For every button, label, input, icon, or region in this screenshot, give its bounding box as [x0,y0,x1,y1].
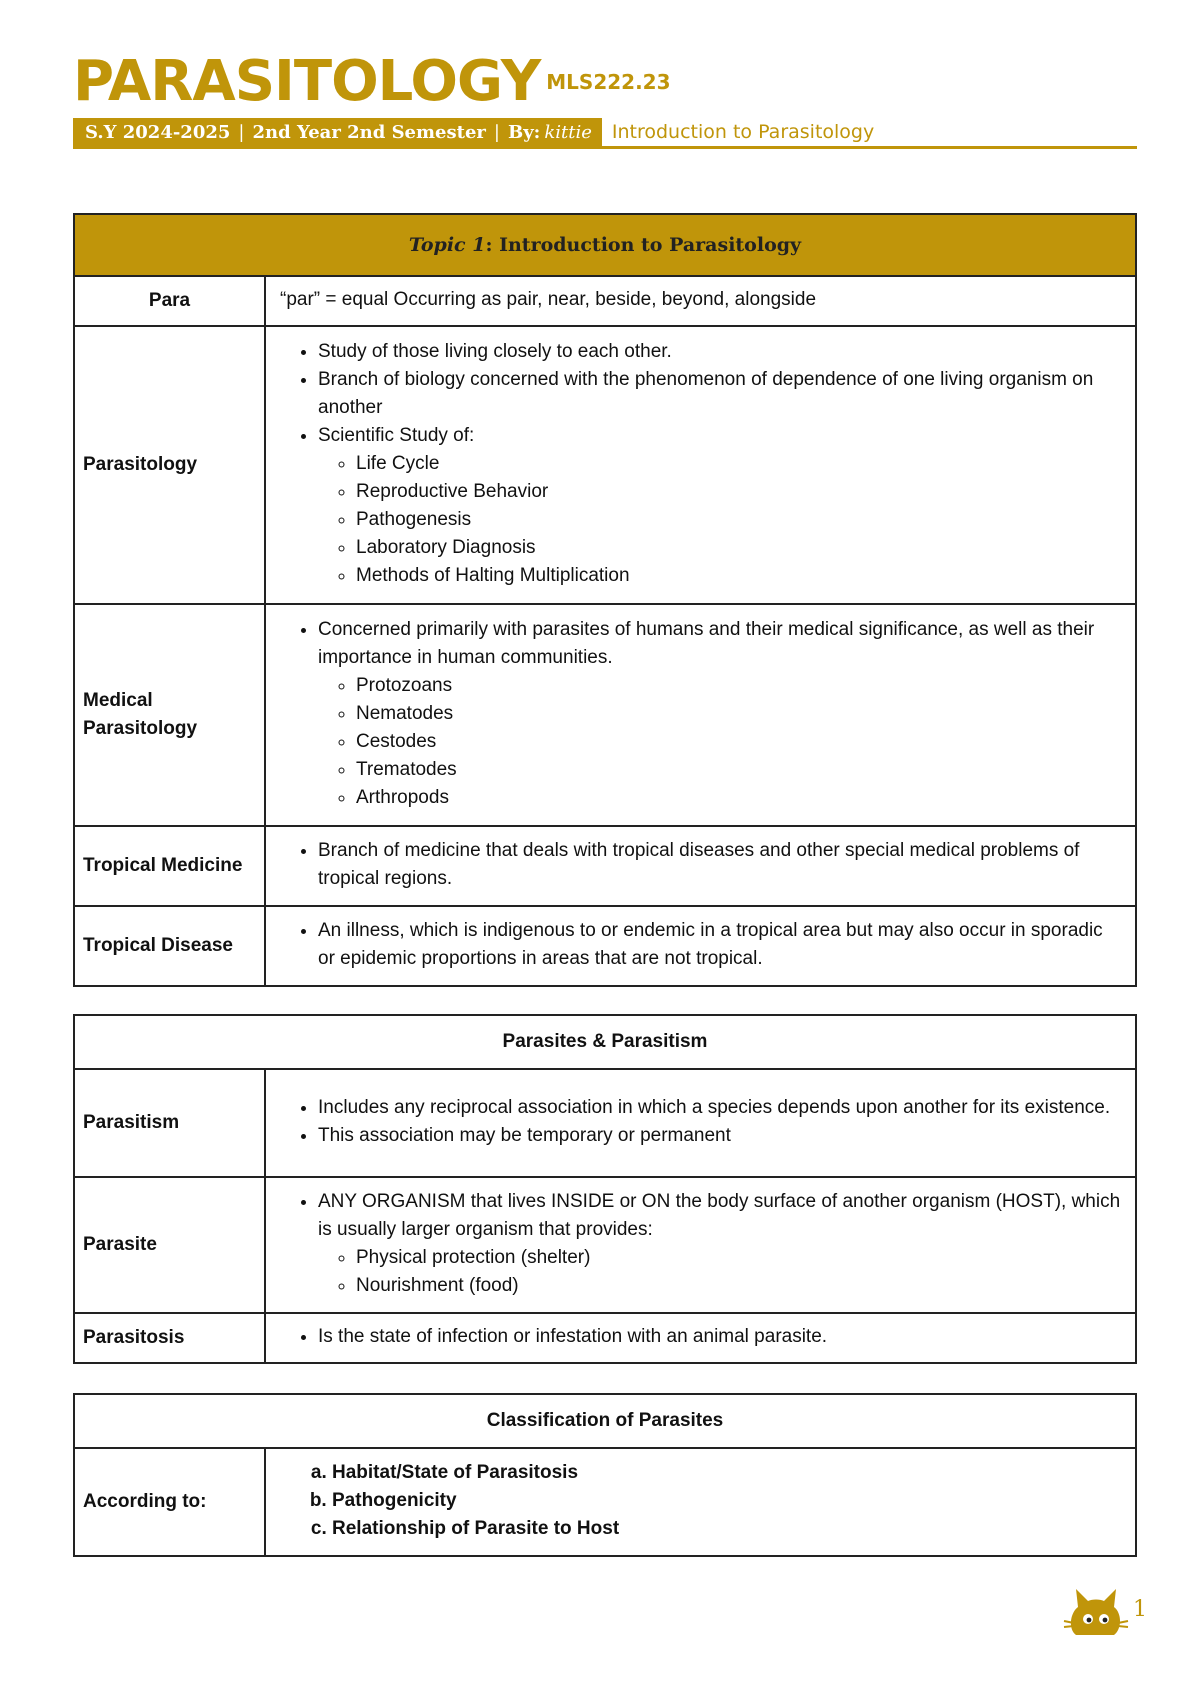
classification-table [73,1393,1137,1557]
topic-heading [74,214,1136,276]
parasites-table [73,1014,1137,1364]
term-cell: Tropical Medicine [74,826,265,906]
course-code: MLS222.23 [546,70,671,94]
definition-cell: “par” = equal Occurring as pair, near, beside, beyond, alongside [265,276,1136,326]
definition-cell [265,826,1136,906]
author-name: kittie [544,121,592,143]
list-item: c. Relationship of Parasite to Host [332,1515,1121,1543]
sub-list-item: ◦ Physical protection (shelter) [356,1244,1121,1272]
sub-list-item: ◦ Pathogenesis [356,506,1121,534]
definition-cell [265,326,1136,604]
term-cell: Parasitology [74,326,265,604]
topic-title: : Introduction to Parasitology [485,234,802,256]
subtitle-bar [73,118,1137,149]
list-item: • Branch of medicine that deals with tropical diseases and other special medical problems of tropical regions. [318,837,1121,893]
definition-cell [265,1069,1136,1177]
by-label: By: [507,121,541,143]
course-info [73,118,602,146]
sub-list-item: ◦ Protozoans [356,672,1121,700]
term-cell: Para [74,276,265,326]
list-item: b. Pathogenicity [332,1487,1121,1515]
cat-mascot-icon [1062,1585,1130,1637]
topic-number: Topic 1 [408,234,486,256]
table-row [74,276,1136,326]
table-row [74,326,1136,604]
term-cell: Parasitosis [74,1313,265,1363]
page-number: 1 [1133,1597,1147,1622]
sub-list-item: ◦ Methods of Halting Multiplication [356,562,1121,590]
sub-list-item: ◦ Life Cycle [356,450,1121,478]
list-item: • An illness, which is indigenous to or endemic in a tropical area but may also occur in sporadic or epidemic proportions in areas that are not tropical. [318,917,1121,973]
sub-list-item: ◦ Reproductive Behavior [356,478,1121,506]
page-title: PARASITOLOGY [73,49,541,114]
topic-table [73,213,1137,987]
definition-cell [265,604,1136,826]
table-row [74,1177,1136,1313]
list-item: • Branch of biology concerned with the phenomenon of dependence of one living organism on another [318,366,1121,422]
list-item: a. Habitat/State of Parasitosis [332,1459,1121,1487]
table-row [74,826,1136,906]
separator: | [493,121,500,143]
sub-list-item: ◦ Trematodes [356,756,1121,784]
document-header [73,49,1137,149]
term-cell: Medical Parasitology [74,604,265,826]
table-row [74,1448,1136,1556]
list-item: • Concerned primarily with parasites of humans and their medical significance, as well as their importance in human communities. ◦ Protozoans ◦ Nematodes ◦ Cestodes ◦ Trematodes ◦ Arthropods [318,616,1121,812]
definition-cell [265,1313,1136,1363]
definition-cell [265,906,1136,986]
list-item: • Study of those living closely to each other. [318,338,1121,366]
list-item: • Is the state of infection or infestation with an animal parasite. [318,1323,1121,1351]
semester: 2nd Year 2nd Semester [252,121,486,143]
list-item: • Scientific Study of: ◦ Life Cycle ◦ Reproductive Behavior ◦ Pathogenesis ◦ Laboratory Diagnosis ◦ Methods of Halting Multiplication [318,422,1121,590]
separator: | [238,121,245,143]
school-year: S.Y 2024-2025 [85,121,231,143]
term-cell: According to: [74,1448,265,1556]
term-cell: Parasitism [74,1069,265,1177]
list-item: • This association may be temporary or permanent [318,1122,1121,1150]
section-heading: Classification of Parasites [74,1394,1136,1448]
sub-list-item: ◦ Cestodes [356,728,1121,756]
sub-list-item: ◦ Nourishment (food) [356,1272,1121,1300]
term-cell: Tropical Disease [74,906,265,986]
definition-cell [265,1177,1136,1313]
term-cell: Parasite [74,1177,265,1313]
table-row [74,906,1136,986]
sub-list-item: ◦ Nematodes [356,700,1121,728]
table-row [74,604,1136,826]
section-heading: Parasites & Parasitism [74,1015,1136,1069]
list-item: • Includes any reciprocal association in which a species depends upon another for its existence. [318,1094,1121,1122]
table-row [74,1313,1136,1363]
list-item: • ANY ORGANISM that lives INSIDE or ON the body surface of another organism (HOST), which is usually larger organism that provides: ◦ Physical protection (shelter) ◦ Nourishment (food) [318,1188,1121,1300]
definition-cell [265,1448,1136,1556]
sub-list-item: ◦ Laboratory Diagnosis [356,534,1121,562]
table-row [74,1069,1136,1177]
sub-list-item: ◦ Arthropods [356,784,1121,812]
lesson-title: Introduction to Parasitology [611,121,875,143]
